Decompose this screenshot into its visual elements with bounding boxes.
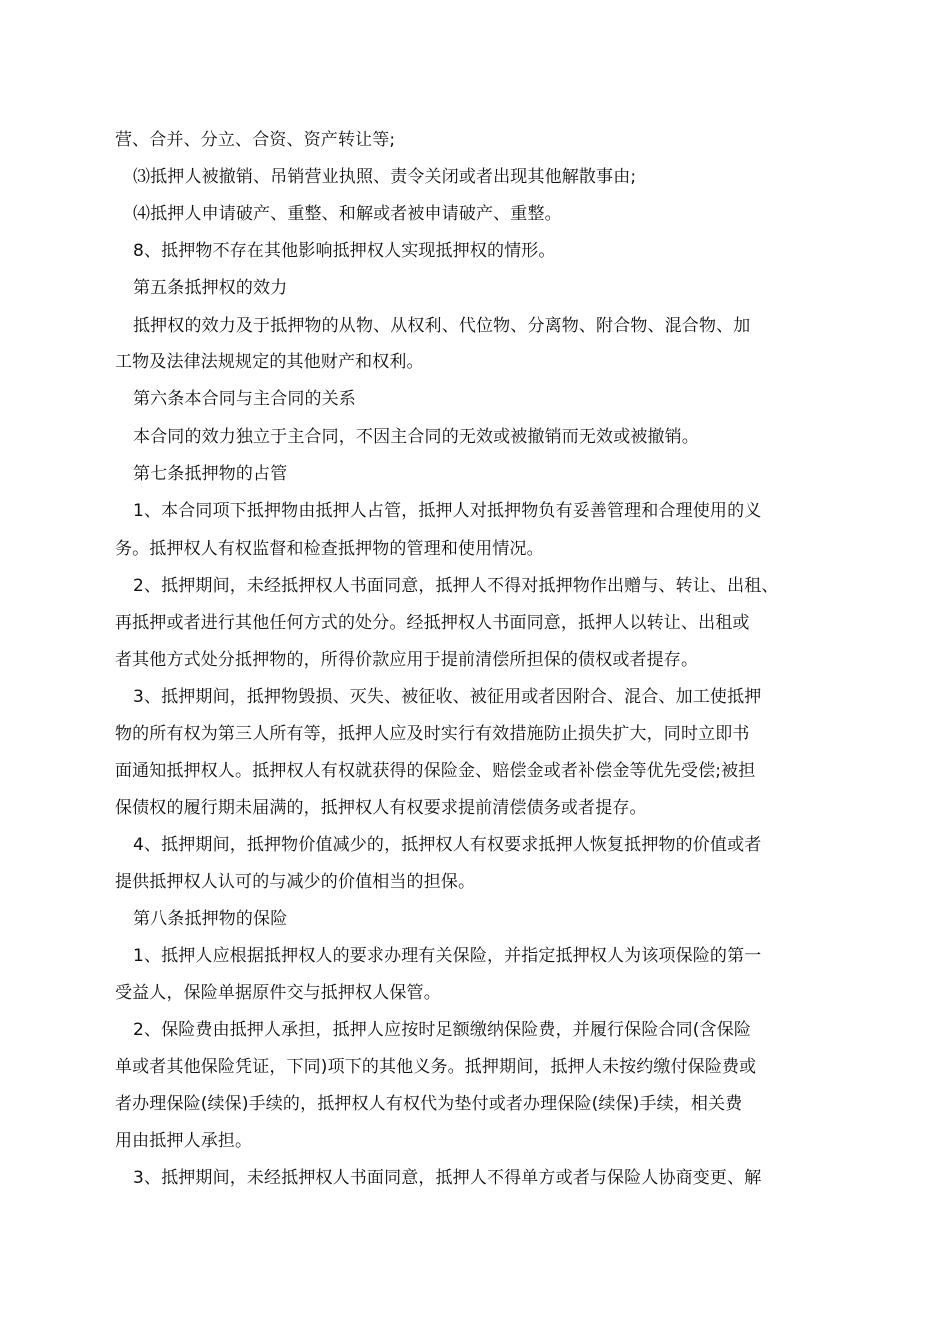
text-line: ⑷抵押人申请破产、重整、和解或者被申请破产、重整。 [133,204,562,224]
text-line: 再抵押或者进行其他任何方式的处分。经抵押权人书面同意，抵押人以转让、出租或 [115,613,750,633]
text-line: 营、合并、分立、合资、资产转让等; [115,130,396,150]
text-line: 3、抵押期间，抵押物毁损、灭失、被征收、被征用或者因附合、混合、加工使抵押 [133,687,762,707]
text-line: 1、抵押人应根据抵押权人的要求办理有关保险，并指定抵押权人为该项保险的第一 [133,946,762,966]
section-heading: 第六条本合同与主合同的关系 [133,389,356,409]
text-line: 8、抵押物不存在其他影响抵押权人实现抵押权的情形。 [133,241,556,261]
text-line: 提供抵押权人认可的与减少的价值相当的担保。 [115,872,476,892]
text-line: 者其他方式处分抵押物的，所得价款应用于提前清偿所担保的债权或者提存。 [115,650,699,670]
text-line: 抵押权的效力及于抵押物的从物、从权利、代位物、分离物、附合物、混合物、加 [133,316,751,336]
text-line: 单或者其他保险凭证，下同)项下的其他义务。抵押期间，抵押人未按约缴付保险费或 [115,1057,757,1077]
section-heading: 第五条抵押权的效力 [133,278,288,298]
text-line: 2、抵押期间，未经抵押权人书面同意，抵押人不得对抵押物作出赠与、转让、出租、 [133,576,779,596]
text-line: 受益人，保险单据原件交与抵押权人保管。 [115,983,441,1003]
text-line: 者办理保险(续保)手续的，抵押权人有权代为垫付或者办理保险(续保)手续，相关费 [115,1094,743,1114]
text-line: 本合同的效力独立于主合同，不因主合同的无效或被撤销而无效或被撤销。 [133,427,699,447]
text-line: 工物及法律法规规定的其他财产和权利。 [115,352,424,372]
text-line: 2、保险费由抵押人承担，抵押人应按时足额缴纳保险费，并履行保险合同(含保险 [133,1020,751,1040]
text-line: 3、抵押期间，未经抵押权人书面同意，抵押人不得单方或者与保险人协商变更、解 [133,1168,762,1188]
text-line: ⑶抵押人被撤销、吊销营业执照、责令关闭或者出现其他解散事由; [133,167,637,187]
text-line: 保债权的履行期未届满的，抵押权人有权要求提前清偿债务或者提存。 [115,798,647,818]
text-line: 1、本合同项下抵押物由抵押人占管，抵押人对抵押物负有妥善管理和合理使用的义 [133,501,762,521]
text-line: 用由抵押人承担。 [115,1131,253,1151]
text-line: 4、抵押期间，抵押物价值减少的，抵押权人有权要求抵押人恢复抵押物的价值或者 [133,835,762,855]
section-heading: 第八条抵押物的保险 [133,909,288,929]
section-heading: 第七条抵押物的占管 [133,464,288,484]
text-line: 务。抵押权人有权监督和检查抵押物的管理和使用情况。 [115,539,544,559]
text-line: 面通知抵押权人。抵押权人有权就获得的保险金、赔偿金或者补偿金等优先受偿;被担 [115,761,756,781]
text-line: 物的所有权为第三人所有等，抵押人应及时实行有效措施防止损失扩大，同时立即书 [115,724,750,744]
